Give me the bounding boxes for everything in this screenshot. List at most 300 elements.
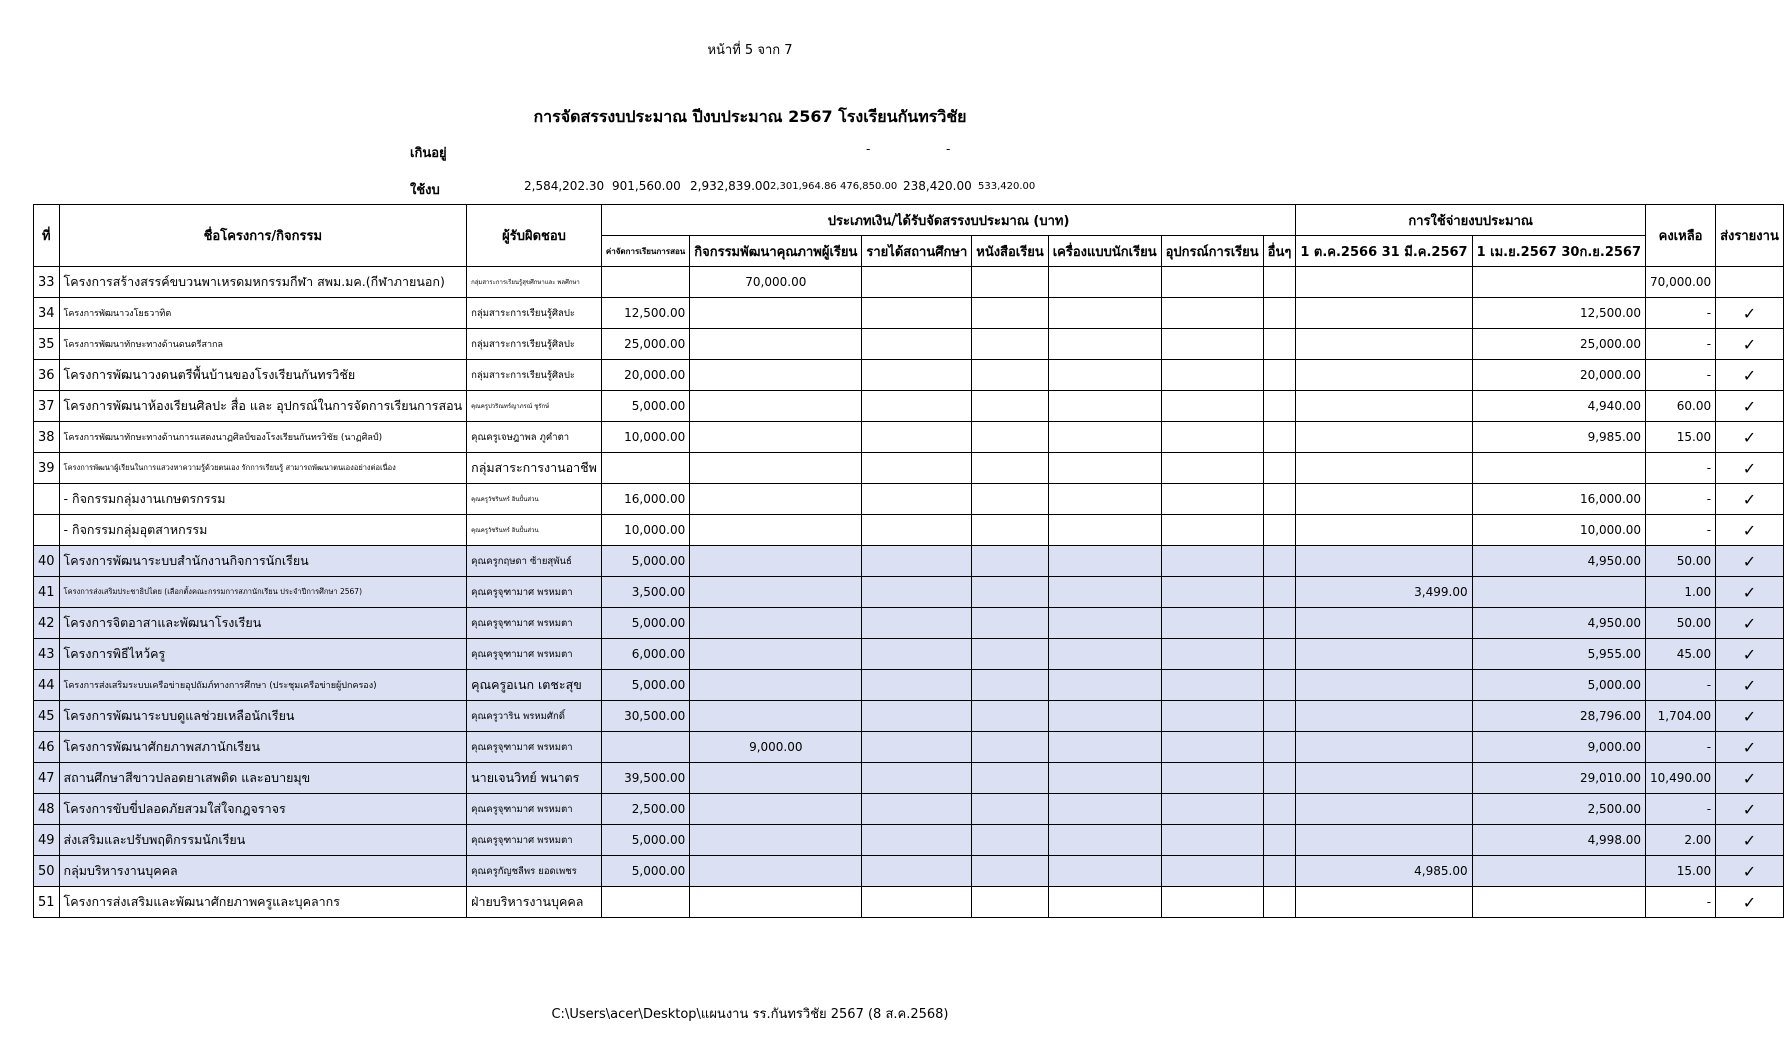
row-number: 44 (34, 670, 60, 701)
budget-supplies (1161, 298, 1263, 329)
budget-teaching: 5,000.00 (601, 391, 689, 422)
budget-income (862, 267, 972, 298)
budget-books (972, 887, 1048, 918)
project-name: โครงการพัฒนาทักษะทางด้านการแสดงนาฏศิลป์ของโรงเรียนกันทรวิชัย (นาฏศิลป์) (59, 422, 467, 453)
budget-other (1263, 391, 1296, 422)
header-responsible: ผู้รับผิดชอบ (467, 205, 602, 267)
responsible-person: กลุ่มสาระการงานอาชีพ (467, 453, 602, 484)
budget-books (972, 825, 1048, 856)
budget-other (1263, 546, 1296, 577)
responsible-person: คุณครูกฤษดา ซ้ายสุพันธ์ (467, 546, 602, 577)
budget-uniform (1048, 608, 1161, 639)
project-name: โครงการสร้างสรรค์ขบวนพาเหรดมหกรรมกีฬา สพม.มค.(กีฬาภายนอก) (59, 267, 467, 298)
budget-teaching: 3,500.00 (601, 577, 689, 608)
row-number: 36 (34, 360, 60, 391)
budget-teaching: 12,500.00 (601, 298, 689, 329)
budget-teaching: 2,500.00 (601, 794, 689, 825)
remaining-amount: - (1646, 453, 1716, 484)
table-row (34, 763, 1784, 794)
responsible-person: นายเจนวิทย์ พนาตร (467, 763, 602, 794)
spending-second-half: 28,796.00 (1472, 701, 1645, 732)
responsible-person: คุณครูวัชรินทร์ อินปั้นส่วน (467, 515, 602, 546)
report-checkmark: ✓ (1716, 422, 1784, 453)
row-number (34, 484, 60, 515)
table-row (34, 453, 1784, 484)
budget-other (1263, 794, 1296, 825)
row-number: 42 (34, 608, 60, 639)
budget-supplies (1161, 794, 1263, 825)
budget-uniform (1048, 422, 1161, 453)
budget-supplies (1161, 608, 1263, 639)
budget-books (972, 794, 1048, 825)
row-number: 34 (34, 298, 60, 329)
budget-teaching (601, 732, 689, 763)
budget-supplies (1161, 267, 1263, 298)
table-row (34, 360, 1784, 391)
spending-second-half (1472, 577, 1645, 608)
budget-teaching (601, 887, 689, 918)
table-row (34, 484, 1784, 515)
spending-first-half: 3,499.00 (1296, 577, 1472, 608)
budget-other (1263, 732, 1296, 763)
spending-first-half (1296, 422, 1472, 453)
budget-supplies (1161, 856, 1263, 887)
budget-supplies (1161, 329, 1263, 360)
report-checkmark: ✓ (1716, 701, 1784, 732)
remaining-amount: - (1646, 484, 1716, 515)
spending-first-half (1296, 329, 1472, 360)
spending-second-half: 10,000.00 (1472, 515, 1645, 546)
budget-uniform (1048, 639, 1161, 670)
budget-income (862, 391, 972, 422)
budget-books (972, 515, 1048, 546)
spending-second-half: 4,940.00 (1472, 391, 1645, 422)
project-name: โครงการพัฒนาวงดนตรีพื้นบ้านของโรงเรียนกันทรวิชัย (59, 360, 467, 391)
budget-teaching (601, 267, 689, 298)
budget-teaching: 10,000.00 (601, 422, 689, 453)
budget-teaching: 39,500.00 (601, 763, 689, 794)
used-value: 476,850.00 (840, 181, 898, 192)
spending-first-half (1296, 453, 1472, 484)
responsible-person: กลุ่มสาระการเรียนรู้ศิลปะ (467, 298, 602, 329)
header-budget-col: หนังสือเรียน (972, 236, 1048, 267)
budget-books (972, 577, 1048, 608)
header-no: ที่ (34, 205, 60, 267)
row-number: 49 (34, 825, 60, 856)
budget-activity (690, 670, 862, 701)
row-number: 46 (34, 732, 60, 763)
remaining-amount: 15.00 (1646, 422, 1716, 453)
budget-teaching: 20,000.00 (601, 360, 689, 391)
row-number: 50 (34, 856, 60, 887)
responsible-person: คุณครูจุฑามาศ พรหมตา (467, 732, 602, 763)
remaining-amount: 1,704.00 (1646, 701, 1716, 732)
spending-second-half: 20,000.00 (1472, 360, 1645, 391)
responsible-person: คุณครูจุฑามาศ พรหมตา (467, 794, 602, 825)
remaining-amount: 10,490.00 (1646, 763, 1716, 794)
budget-books (972, 391, 1048, 422)
spending-first-half (1296, 887, 1472, 918)
table-row (34, 329, 1784, 360)
table-row (34, 577, 1784, 608)
project-name: สถานศึกษาสีขาวปลอดยาเสพติด และอบายมุข (59, 763, 467, 794)
budget-other (1263, 670, 1296, 701)
budget-income (862, 484, 972, 515)
used-value: 901,560.00 (612, 179, 681, 193)
budget-supplies (1161, 453, 1263, 484)
report-checkmark: ✓ (1716, 887, 1784, 918)
budget-income (862, 732, 972, 763)
used-value: 533,420.00 (978, 181, 1036, 192)
budget-income (862, 763, 972, 794)
budget-books (972, 670, 1048, 701)
budget-income (862, 360, 972, 391)
responsible-person: ฝ่ายบริหารงานบุคคล (467, 887, 602, 918)
budget-supplies (1161, 546, 1263, 577)
project-name: โครงการพัฒนาระบบดูแลช่วยเหลือนักเรียน (59, 701, 467, 732)
budget-books (972, 329, 1048, 360)
spending-second-half: 4,998.00 (1472, 825, 1645, 856)
budget-other (1263, 298, 1296, 329)
budget-activity (690, 391, 862, 422)
report-checkmark: ✓ (1716, 577, 1784, 608)
report-checkmark: ✓ (1716, 453, 1784, 484)
budget-activity (690, 639, 862, 670)
budget-income (862, 639, 972, 670)
remaining-amount: - (1646, 887, 1716, 918)
budget-uniform (1048, 732, 1161, 763)
budget-books (972, 639, 1048, 670)
budget-activity (690, 453, 862, 484)
header-spending-col: 1 ต.ค.2566 31 มี.ค.2567 (1296, 236, 1472, 267)
row-number: 48 (34, 794, 60, 825)
row-number (34, 515, 60, 546)
project-name: โครงการส่งเสริมระบบเครือข่ายอุปถัมภ์ทางการศึกษา (ประชุมเครือข่ายผู้ปกครอง) (59, 670, 467, 701)
budget-other (1263, 453, 1296, 484)
table-row (34, 701, 1784, 732)
summary-excess-row (0, 142, 1500, 162)
spending-second-half: 9,985.00 (1472, 422, 1645, 453)
row-number: 40 (34, 546, 60, 577)
budget-activity (690, 608, 862, 639)
budget-income (862, 856, 972, 887)
budget-other (1263, 639, 1296, 670)
project-name: โครงการพัฒนาผู้เรียนในการแสวงหาความรู้ด้วยตนเอง รักการเรียนรู้ สามารถพัฒนาตนเองอย่างต่อเนื่อง (59, 453, 467, 484)
budget-books (972, 422, 1048, 453)
budget-other (1263, 608, 1296, 639)
budget-uniform (1048, 298, 1161, 329)
budget-other (1263, 856, 1296, 887)
budget-activity (690, 515, 862, 546)
table-header-row (34, 205, 1784, 236)
table-row (34, 670, 1784, 701)
budget-income (862, 515, 972, 546)
budget-other (1263, 267, 1296, 298)
budget-income (862, 422, 972, 453)
remaining-amount: 45.00 (1646, 639, 1716, 670)
report-checkmark: ✓ (1716, 763, 1784, 794)
budget-uniform (1048, 453, 1161, 484)
budget-income (862, 794, 972, 825)
project-name: โครงการส่งเสริมและพัฒนาศักยภาพครูและบุคลากร (59, 887, 467, 918)
budget-income (862, 298, 972, 329)
spending-first-half (1296, 546, 1472, 577)
remaining-amount: 15.00 (1646, 856, 1716, 887)
budget-uniform (1048, 794, 1161, 825)
table-row (34, 794, 1784, 825)
spending-first-half (1296, 515, 1472, 546)
project-name: กลุ่มบริหารงานบุคคล (59, 856, 467, 887)
budget-teaching: 5,000.00 (601, 825, 689, 856)
remaining-amount: - (1646, 732, 1716, 763)
budget-activity (690, 856, 862, 887)
budget-other (1263, 577, 1296, 608)
remaining-amount: 50.00 (1646, 546, 1716, 577)
excess-value: - (946, 142, 951, 156)
table-row (34, 298, 1784, 329)
budget-supplies (1161, 422, 1263, 453)
remaining-amount: - (1646, 670, 1716, 701)
report-checkmark: ✓ (1716, 825, 1784, 856)
report-checkmark: ✓ (1716, 732, 1784, 763)
budget-uniform (1048, 391, 1161, 422)
report-checkmark: ✓ (1716, 546, 1784, 577)
budget-activity (690, 422, 862, 453)
budget-books (972, 608, 1048, 639)
budget-other (1263, 360, 1296, 391)
project-name: โครงการพัฒนาวงโยธวาทิต (59, 298, 467, 329)
header-budget-group: ประเภทเงิน/ได้รับจัดสรรงบประมาณ (บาท) (601, 205, 1295, 236)
remaining-amount: - (1646, 794, 1716, 825)
budget-income (862, 825, 972, 856)
table-row (34, 608, 1784, 639)
table-row (34, 422, 1784, 453)
report-checkmark: ✓ (1716, 484, 1784, 515)
budget-activity (690, 360, 862, 391)
report-checkmark: ✓ (1716, 794, 1784, 825)
budget-supplies (1161, 670, 1263, 701)
table-row (34, 267, 1784, 298)
budget-teaching: 30,500.00 (601, 701, 689, 732)
spending-second-half: 4,950.00 (1472, 608, 1645, 639)
row-number: 43 (34, 639, 60, 670)
remaining-amount: 70,000.00 (1646, 267, 1716, 298)
spending-first-half (1296, 639, 1472, 670)
budget-teaching: 16,000.00 (601, 484, 689, 515)
responsible-person: กลุ่มสาระการเรียนรู้สุขศึกษาและ พลศึกษา (467, 267, 602, 298)
responsible-person: กลุ่มสาระการเรียนรู้ศิลปะ (467, 329, 602, 360)
responsible-person: คุณครูจุฑามาศ พรหมตา (467, 639, 602, 670)
header-budget-col: ค่าจัดการเรียนการสอน (601, 236, 689, 267)
project-name: ส่งเสริมและปรับพฤติกรรมนักเรียน (59, 825, 467, 856)
spending-second-half: 29,010.00 (1472, 763, 1645, 794)
row-number: 38 (34, 422, 60, 453)
budget-supplies (1161, 577, 1263, 608)
table-row (34, 887, 1784, 918)
spending-second-half: 2,500.00 (1472, 794, 1645, 825)
used-value: 238,420.00 (903, 179, 972, 193)
row-number: 39 (34, 453, 60, 484)
budget-other (1263, 887, 1296, 918)
project-name: โครงการพิธีไหว้ครู (59, 639, 467, 670)
project-name: โครงการพัฒนาห้องเรียนศิลปะ สื่อ และ อุปกรณ์ในการจัดการเรียนการสอน (59, 391, 467, 422)
spending-first-half (1296, 732, 1472, 763)
page-title: การจัดสรรงบประมาณ ปีงบประมาณ 2567 โรงเรียนกันทรวิชัย (533, 107, 967, 126)
report-checkmark: ✓ (1716, 856, 1784, 887)
responsible-person: คุณครูจุฑามาศ พรหมตา (467, 577, 602, 608)
budget-activity (690, 763, 862, 794)
budget-books (972, 360, 1048, 391)
row-number: 35 (34, 329, 60, 360)
budget-activity: 70,000.00 (690, 267, 862, 298)
budget-supplies (1161, 639, 1263, 670)
budget-income (862, 670, 972, 701)
budget-other (1263, 763, 1296, 794)
budget-activity (690, 794, 862, 825)
budget-activity (690, 329, 862, 360)
budget-uniform (1048, 856, 1161, 887)
spending-first-half (1296, 825, 1472, 856)
table-row (34, 391, 1784, 422)
spending-second-half: 12,500.00 (1472, 298, 1645, 329)
budget-activity (690, 701, 862, 732)
report-checkmark: ✓ (1716, 391, 1784, 422)
project-name: โครงการส่งเสริมประชาธิปไตย (เลือกตั้งคณะกรรมการสภานักเรียน ประจำปีการศึกษา 2567) (59, 577, 467, 608)
budget-teaching: 6,000.00 (601, 639, 689, 670)
budget-activity (690, 825, 862, 856)
responsible-person: คุณครูปวริณทร์ญาภรณ์ ชูรักษ์ (467, 391, 602, 422)
project-name: โครงการพัฒนาทักษะทางด้านดนตรีสากล (59, 329, 467, 360)
report-checkmark: ✓ (1716, 515, 1784, 546)
spending-second-half (1472, 453, 1645, 484)
report-checkmark: ✓ (1716, 360, 1784, 391)
project-name: โครงการพัฒนาระบบสำนักงานกิจการนักเรียน (59, 546, 467, 577)
used-value: 2,301,964.86 (770, 181, 837, 192)
page-number: หน้าที่ 5 จาก 7 (707, 43, 793, 58)
file-path-footer: C:\Users\acer\Desktop\แผนงาน รร.กันทรวิชัย 2567 (8 ส.ค.2568) (551, 1007, 949, 1022)
spending-first-half (1296, 670, 1472, 701)
spending-second-half: 5,000.00 (1472, 670, 1645, 701)
header-budget-col: อื่นๆ (1263, 236, 1296, 267)
budget-teaching: 5,000.00 (601, 546, 689, 577)
budget-books (972, 701, 1048, 732)
budget-supplies (1161, 484, 1263, 515)
table-row (34, 732, 1784, 763)
budget-teaching: 10,000.00 (601, 515, 689, 546)
project-name: โครงการพัฒนาศักยภาพสภานักเรียน (59, 732, 467, 763)
row-number: 33 (34, 267, 60, 298)
budget-teaching: 25,000.00 (601, 329, 689, 360)
report-checkmark: ✓ (1716, 329, 1784, 360)
budget-supplies (1161, 887, 1263, 918)
budget-activity (690, 298, 862, 329)
responsible-person: คุณครูจุฑามาศ พรหมตา (467, 608, 602, 639)
header-spending-group: การใช้จ่ายงบประมาณ (1296, 205, 1646, 236)
responsible-person: คุณครูวัชรินทร์ อินปั้นส่วน (467, 484, 602, 515)
excess-value: - (866, 142, 871, 156)
spending-first-half (1296, 484, 1472, 515)
remaining-amount: 2.00 (1646, 825, 1716, 856)
budget-uniform (1048, 546, 1161, 577)
responsible-person: คุณครูอเนก เตชะสุข (467, 670, 602, 701)
spending-first-half (1296, 794, 1472, 825)
header-project: ชื่อโครงการ/กิจกรรม (59, 205, 467, 267)
table-row (34, 825, 1784, 856)
spending-second-half (1472, 267, 1645, 298)
budget-books (972, 298, 1048, 329)
budget-uniform (1048, 577, 1161, 608)
spending-second-half: 25,000.00 (1472, 329, 1645, 360)
header-budget-col: รายได้สถานศึกษา (862, 236, 972, 267)
report-checkmark (1716, 267, 1784, 298)
budget-books (972, 763, 1048, 794)
budget-activity: 9,000.00 (690, 732, 862, 763)
budget-income (862, 329, 972, 360)
budget-other (1263, 422, 1296, 453)
budget-income (862, 608, 972, 639)
remaining-amount: - (1646, 298, 1716, 329)
responsible-person: กลุ่มสาระการเรียนรู้ศิลปะ (467, 360, 602, 391)
budget-income (862, 577, 972, 608)
budget-income (862, 701, 972, 732)
budget-uniform (1048, 825, 1161, 856)
budget-teaching: 5,000.00 (601, 608, 689, 639)
remaining-amount: 50.00 (1646, 608, 1716, 639)
budget-uniform (1048, 484, 1161, 515)
budget-activity (690, 577, 862, 608)
budget-other (1263, 484, 1296, 515)
budget-table (33, 204, 1784, 918)
responsible-person: คุณครูวาริน พรหมศักดิ์ (467, 701, 602, 732)
budget-books (972, 856, 1048, 887)
budget-uniform (1048, 329, 1161, 360)
row-number: 45 (34, 701, 60, 732)
budget-activity (690, 546, 862, 577)
responsible-person: คุณครูกัญชลีพร ยอดเพชร (467, 856, 602, 887)
spending-second-half: 4,950.00 (1472, 546, 1645, 577)
used-value: 2,932,839.00 (690, 179, 771, 193)
budget-books (972, 732, 1048, 763)
spending-second-half (1472, 856, 1645, 887)
table-row (34, 546, 1784, 577)
budget-uniform (1048, 267, 1161, 298)
budget-uniform (1048, 887, 1161, 918)
report-checkmark: ✓ (1716, 670, 1784, 701)
remaining-amount: 60.00 (1646, 391, 1716, 422)
budget-supplies (1161, 701, 1263, 732)
budget-other (1263, 515, 1296, 546)
budget-teaching: 5,000.00 (601, 670, 689, 701)
row-number: 47 (34, 763, 60, 794)
spending-first-half (1296, 391, 1472, 422)
row-number: 51 (34, 887, 60, 918)
spending-first-half (1296, 701, 1472, 732)
budget-activity (690, 887, 862, 918)
used-label: ใช้งบ (410, 183, 440, 198)
table-row (34, 856, 1784, 887)
budget-uniform (1048, 763, 1161, 794)
header-budget-col: อุปกรณ์การเรียน (1161, 236, 1263, 267)
header-remaining: คงเหลือ (1646, 205, 1716, 267)
spending-first-half (1296, 608, 1472, 639)
row-number: 41 (34, 577, 60, 608)
budget-income (862, 887, 972, 918)
budget-supplies (1161, 732, 1263, 763)
spending-first-half (1296, 360, 1472, 391)
responsible-person: คุณครูจุฑามาศ พรหมตา (467, 825, 602, 856)
project-name: - กิจกรรมกลุ่มอุตสาหกรรม (59, 515, 467, 546)
summary-used-row (0, 179, 1500, 199)
